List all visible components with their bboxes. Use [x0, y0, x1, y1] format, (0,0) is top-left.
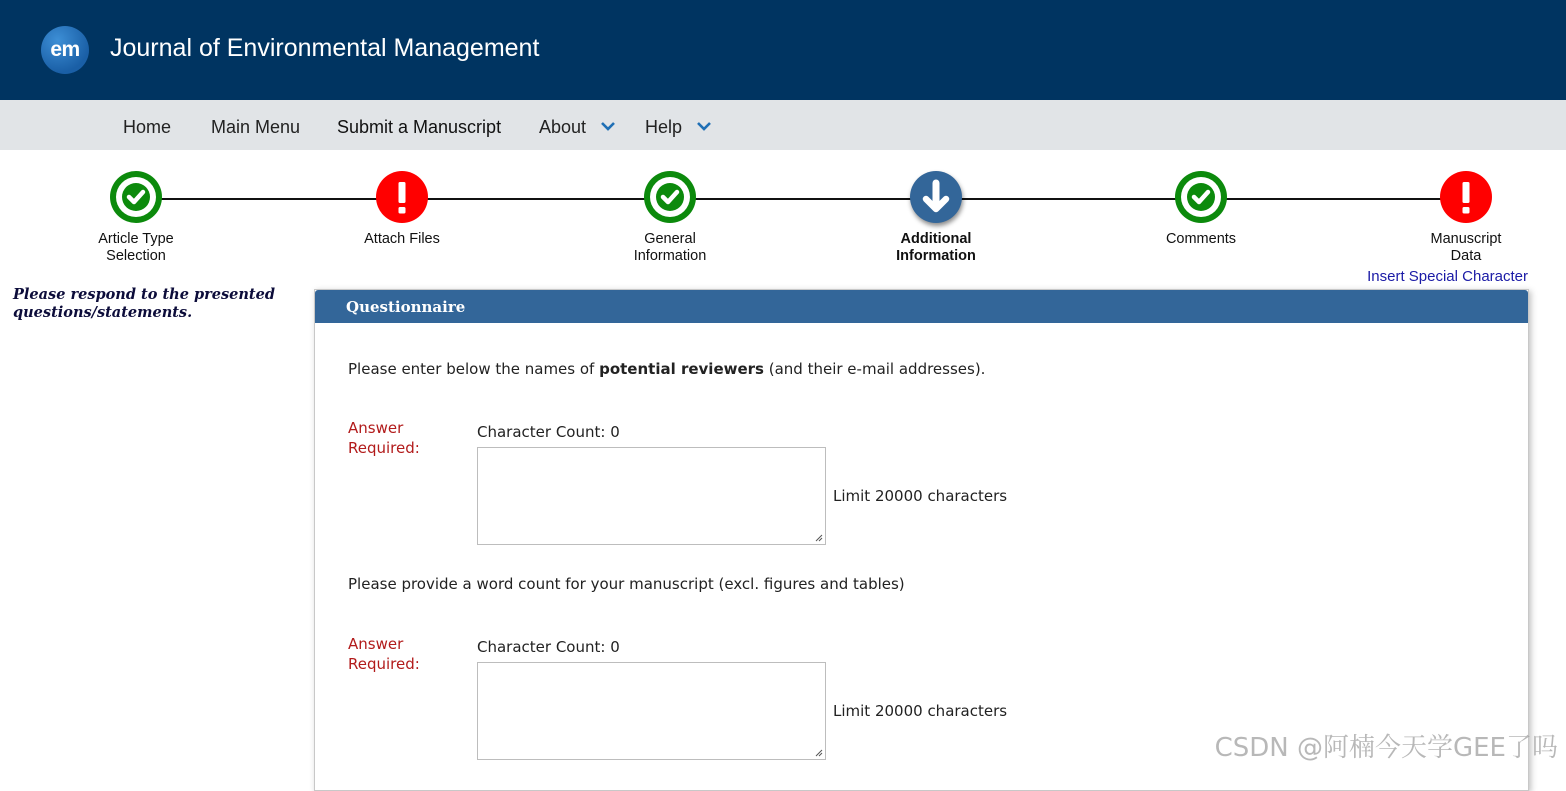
exclamation-circle-icon — [376, 171, 428, 223]
panel-header — [315, 290, 1528, 323]
check-circle-icon — [644, 171, 696, 223]
journal-logo[interactable] — [41, 26, 89, 74]
site-header — [0, 0, 1566, 100]
chevron-down-icon — [697, 121, 711, 131]
resize-grip-icon[interactable] — [813, 747, 823, 757]
character-count: Character Count: 0 — [477, 638, 620, 656]
step-additional-information[interactable] — [856, 171, 1016, 265]
step-article-type-selection[interactable] — [56, 171, 216, 265]
journal-title: Journal of Environmental Management — [110, 34, 540, 62]
nav-help-label: Help — [645, 117, 683, 137]
step-label: Additional Information — [896, 231, 976, 264]
step-label: General Information — [633, 231, 707, 264]
step-attach-files[interactable] — [322, 171, 482, 248]
check-circle-icon — [110, 171, 162, 223]
insert-special-character-link[interactable]: Insert Special Character — [1367, 268, 1528, 285]
exclamation-circle-icon — [1440, 171, 1492, 223]
arrow-down-circle-icon — [910, 171, 962, 223]
nav-about-label: About — [539, 117, 587, 137]
step-label: Manuscript Data — [1430, 231, 1502, 264]
step-label: Attach Files — [364, 231, 440, 247]
nav-submit-manuscript[interactable]: Submit a Manuscript — [337, 117, 502, 137]
character-limit: Limit 20000 characters — [833, 487, 1008, 505]
step-general-information[interactable] — [590, 171, 750, 265]
question-text: Please provide a word count for your manuscript (excl. figures and tables) — [348, 575, 905, 593]
word-count-textarea[interactable] — [477, 662, 826, 760]
step-manuscript-data[interactable] — [1386, 171, 1546, 265]
nav-home[interactable]: Home — [123, 117, 172, 137]
resize-grip-icon[interactable] — [813, 532, 823, 542]
watermark: CSDN @阿楠今天学GEE了吗 — [1214, 733, 1558, 763]
potential-reviewers-textarea[interactable] — [477, 447, 826, 545]
nav-about[interactable] — [539, 100, 615, 150]
character-count: Character Count: 0 — [477, 423, 620, 441]
step-label: Article Type Selection — [98, 231, 174, 264]
step-comments[interactable] — [1121, 171, 1281, 248]
step-label: Comments — [1165, 231, 1237, 247]
answer-required-label: Answer Required: — [348, 635, 420, 673]
panel-title: Questionnaire — [346, 298, 466, 316]
logo-text: em — [50, 38, 80, 61]
chevron-down-icon — [601, 121, 615, 131]
character-limit: Limit 20000 characters — [833, 702, 1008, 720]
nav-main-menu[interactable]: Main Menu — [211, 117, 301, 137]
answer-required-label: Answer Required: — [348, 419, 420, 457]
question-text: Please enter below the names of potential reviewers (and their e-mail addresses). — [348, 360, 986, 378]
instructions-note: Please respond to the presented questions/statements. — [13, 286, 275, 321]
main-nav — [0, 100, 1566, 150]
nav-help[interactable] — [645, 100, 711, 150]
questionnaire-panel — [314, 289, 1529, 791]
check-circle-icon — [1175, 171, 1227, 223]
